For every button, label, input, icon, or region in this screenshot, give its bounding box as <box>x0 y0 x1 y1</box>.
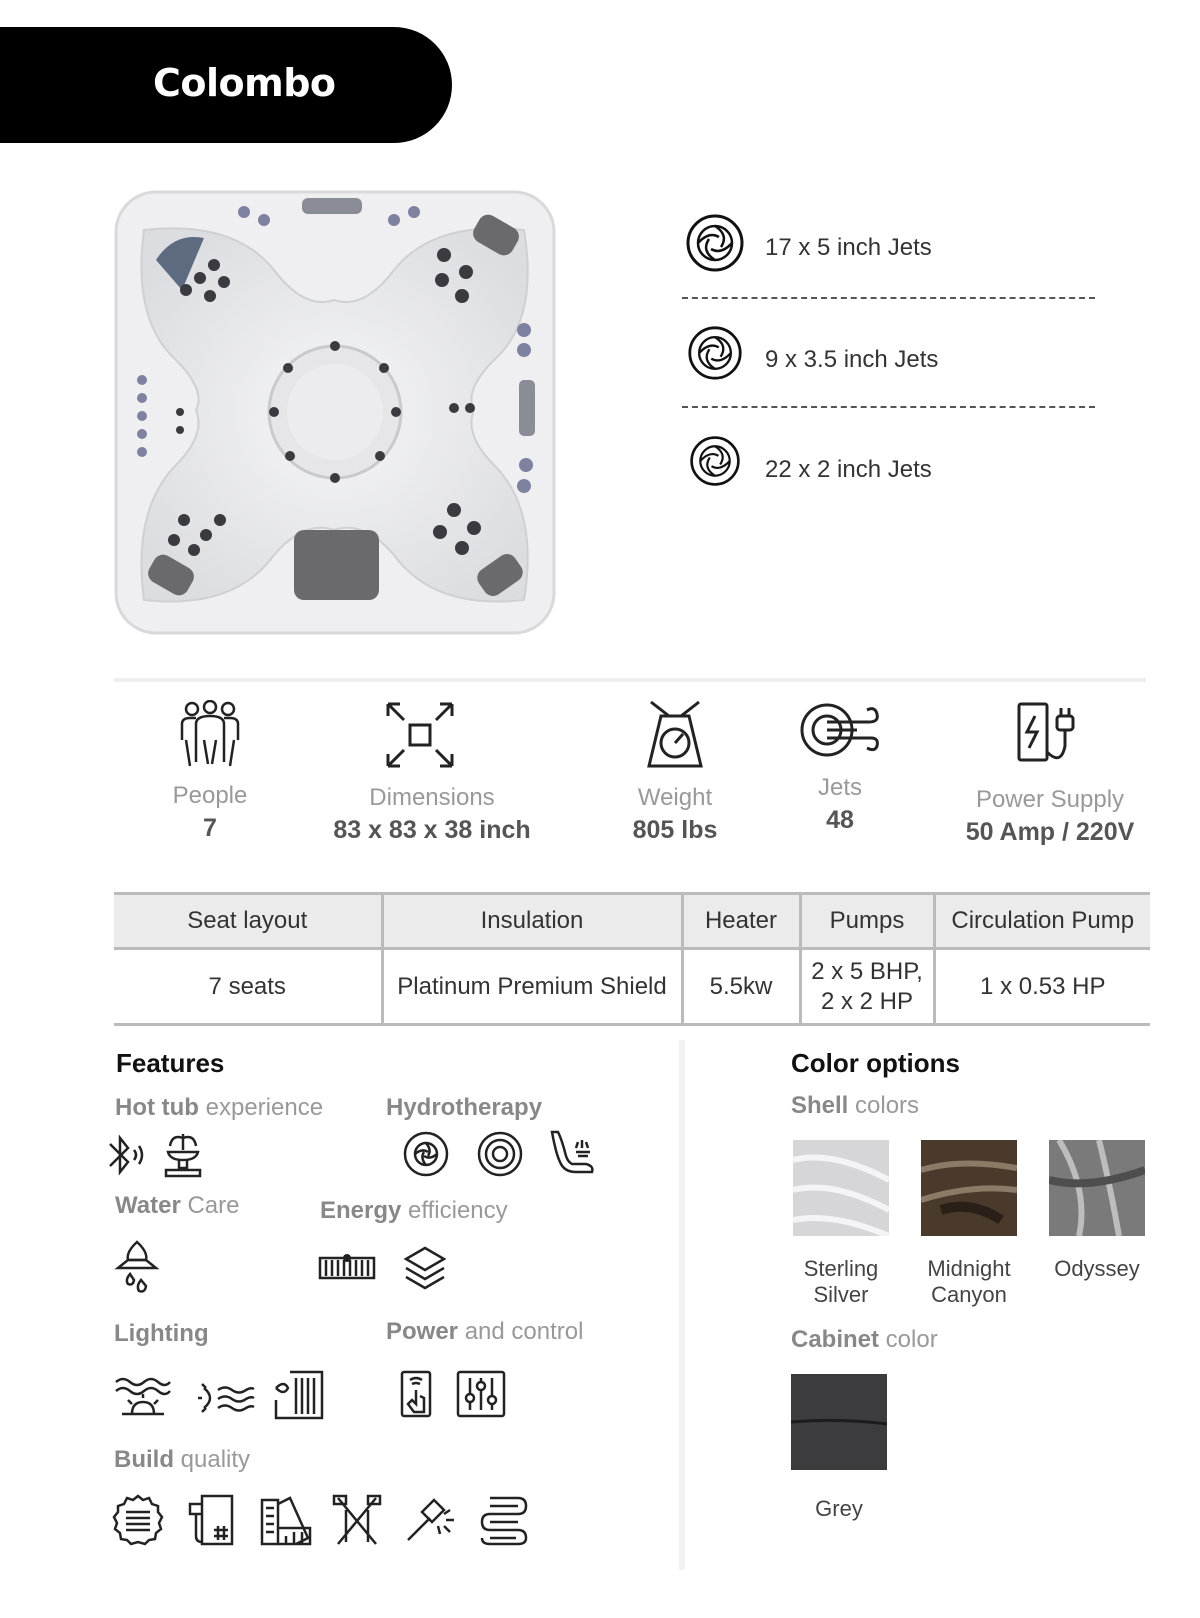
swatch-label-odyssey <box>1027 1256 1167 1282</box>
frame-measure-icon <box>188 1494 236 1546</box>
product-title: Colombo <box>153 61 336 105</box>
swatch-grey[interactable] <box>791 1374 887 1470</box>
category-hot-tub-experience <box>115 1094 323 1122</box>
category-water-care <box>115 1192 239 1220</box>
pumps-line: 2 x 5 BHP, <box>811 957 923 985</box>
category-bold: Shell <box>791 1092 849 1119</box>
people-icon <box>178 700 242 768</box>
light-waves-icon <box>196 1380 256 1416</box>
category-rest: color <box>879 1326 938 1353</box>
category-rest: experience <box>198 1094 324 1121</box>
jet-5-inch-icon <box>685 213 745 273</box>
swatch-odyssey[interactable] <box>1049 1140 1145 1236</box>
spec-label: Weight <box>637 784 713 811</box>
category-lighting <box>114 1320 209 1348</box>
column-divider <box>679 1040 685 1570</box>
weight-scale-icon <box>643 700 707 770</box>
spec-label: Jets <box>817 774 862 801</box>
spec-label: Dimensions <box>369 784 495 811</box>
spec-label: People <box>172 782 248 809</box>
category-bold: Hot tub <box>115 1094 199 1121</box>
swatch-label-line: Grey <box>815 1496 863 1521</box>
jet-label: 9 x 3.5 inch Jets <box>765 346 939 373</box>
touch-control-icon <box>398 1370 434 1418</box>
insulation-panel-icon <box>318 1252 376 1282</box>
jets-icon <box>799 700 881 760</box>
table-header-cell: Heater <box>682 894 800 949</box>
title-banner <box>0 27 452 143</box>
jet-row-3-5-inch <box>685 325 1095 395</box>
seat-layout-cell: 7 seats <box>114 949 382 1025</box>
category-bold: Cabinet <box>791 1326 880 1353</box>
category-bold: Water <box>115 1192 181 1219</box>
category-rest: Care <box>180 1192 240 1219</box>
massage-seat-icon <box>546 1128 596 1178</box>
swatch-midnight-canyon[interactable] <box>921 1140 1017 1236</box>
table-header-cell: Seat layout <box>114 894 382 949</box>
category-bold: Build <box>114 1446 174 1473</box>
spec-value: 50 Amp / 220V <box>965 818 1135 846</box>
underwater-light-icon <box>114 1376 172 1418</box>
material-swatches-icon <box>260 1494 312 1546</box>
jet-row-5-inch <box>685 213 1095 283</box>
swatch-label-line: Odyssey <box>1054 1256 1140 1281</box>
category-shell-colors <box>791 1092 919 1120</box>
spec-label: Power Supply <box>975 786 1125 813</box>
features-title: Features <box>116 1048 225 1078</box>
hydro-jet-icon <box>402 1130 450 1178</box>
jet-divider <box>682 406 1095 408</box>
spec-people <box>160 700 260 843</box>
jet-2-inch-icon <box>689 435 741 487</box>
spec-power-supply <box>950 700 1150 847</box>
category-power-and-control <box>386 1318 583 1346</box>
spec-value: 48 <box>826 806 854 834</box>
table-header-cell: Insulation <box>382 894 682 949</box>
spec-divider <box>114 678 1146 682</box>
category-rest: efficiency <box>401 1197 508 1224</box>
hot-tub-top-view-image <box>114 190 556 635</box>
control-panel-sliders-icon <box>456 1370 506 1418</box>
spec-jets <box>790 700 890 835</box>
circulation-pump-cell: 1 x 0.53 HP <box>934 949 1150 1025</box>
spec-weight <box>610 700 740 845</box>
swatch-label-line: Canyon <box>931 1282 1007 1307</box>
category-cabinet-color <box>791 1326 938 1354</box>
swatch-sterling-silver[interactable] <box>793 1140 889 1236</box>
swatch-label-line: Silver <box>813 1282 869 1307</box>
category-rest: colors <box>848 1092 920 1119</box>
category-bold: Power <box>386 1318 459 1345</box>
swatch-label-line: Midnight <box>927 1256 1011 1281</box>
hydro-massage-icon <box>476 1130 524 1178</box>
spec-value: 7 <box>203 814 217 842</box>
insulation-cell: Platinum Premium Shield <box>382 949 682 1025</box>
hammer-icon <box>404 1498 456 1544</box>
dimensions-icon <box>384 700 456 770</box>
category-build-quality <box>114 1446 250 1474</box>
category-bold: Lighting <box>114 1320 209 1347</box>
spec-value: 805 lbs <box>632 816 718 844</box>
category-bold: Hydrotherapy <box>386 1094 543 1121</box>
pipe-coil-icon <box>478 1496 528 1546</box>
category-hydrotherapy <box>386 1094 542 1122</box>
table-header-row <box>114 894 1150 949</box>
pumps-cell <box>800 949 934 1025</box>
fountain-icon <box>160 1130 206 1180</box>
category-rest: quality <box>174 1446 251 1473</box>
jet-3-5-inch-icon <box>687 325 743 381</box>
jet-label: 22 x 2 inch Jets <box>765 456 932 483</box>
spec-dimensions <box>322 700 542 845</box>
tools-icon <box>332 1494 382 1546</box>
color-options-title: Color options <box>791 1048 960 1078</box>
specs-table <box>114 892 1150 1026</box>
category-energy-efficiency <box>320 1197 508 1225</box>
swatch-label-midnight-canyon <box>899 1256 1039 1308</box>
jet-divider <box>682 297 1095 299</box>
spec-value: 83 x 83 x 38 inch <box>333 816 531 844</box>
layers-icon <box>402 1244 448 1292</box>
heater-cell: 5.5kw <box>682 949 800 1025</box>
category-rest: and control <box>458 1318 584 1345</box>
cabinet-light-icon <box>274 1370 324 1420</box>
power-supply-icon <box>1015 700 1085 772</box>
pumps-line: 2 x 2 HP <box>820 987 914 1015</box>
swatch-label-sterling-silver <box>771 1256 911 1308</box>
swatch-label-grey <box>769 1496 909 1522</box>
swatch-label-line: Sterling <box>803 1256 879 1281</box>
table-row <box>114 949 1150 1025</box>
category-bold: Energy <box>320 1197 402 1224</box>
bluetooth-audio-icon <box>106 1132 146 1180</box>
quality-seal-icon <box>112 1494 164 1546</box>
table-header-cell: Circulation Pump <box>934 894 1150 949</box>
water-filter-icon <box>114 1238 160 1296</box>
jet-label: 17 x 5 inch Jets <box>765 234 932 261</box>
table-header-cell: Pumps <box>800 894 934 949</box>
jet-row-2-inch <box>685 435 1095 505</box>
